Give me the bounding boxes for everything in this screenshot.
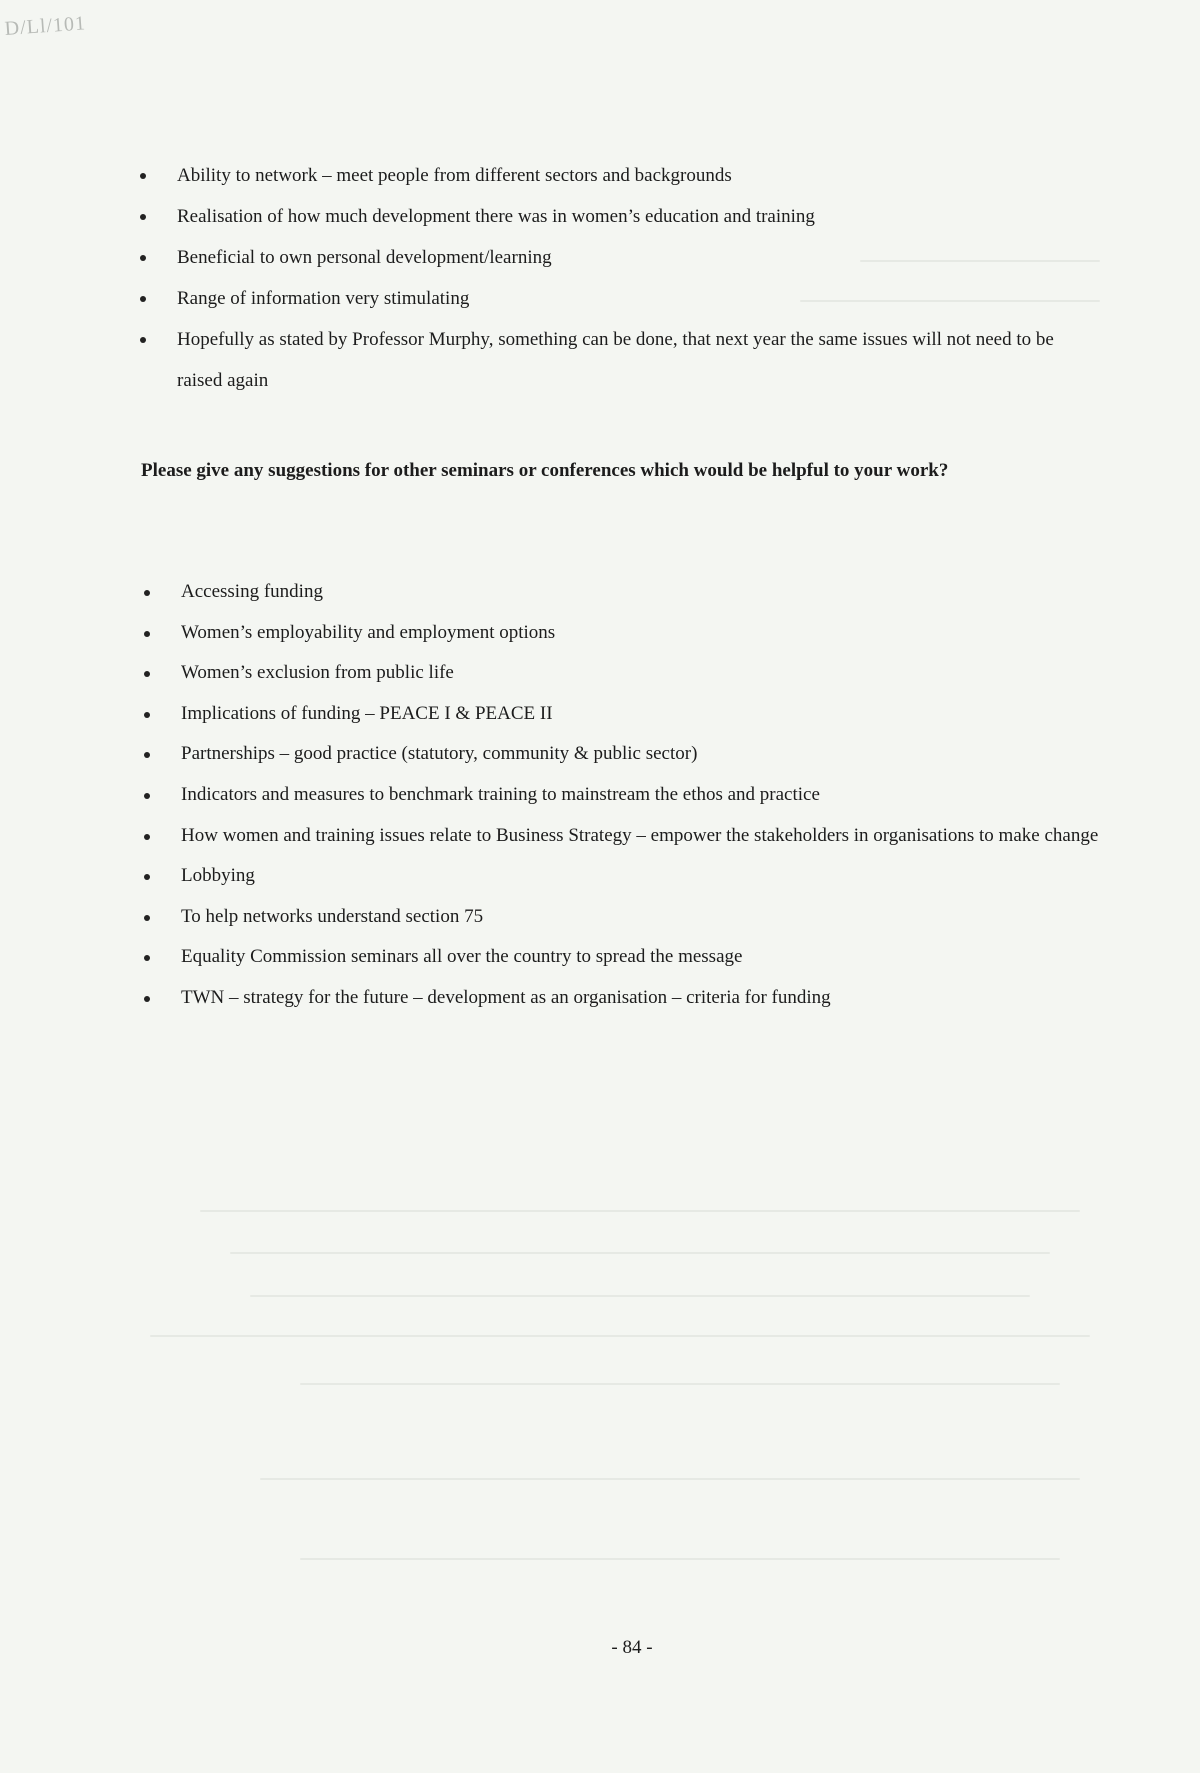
list-item — [0, 319, 1200, 401]
list-item — [0, 613, 1200, 654]
bullet-icon — [140, 173, 146, 179]
show-through-line — [230, 1252, 1050, 1254]
bullet-icon — [144, 996, 150, 1002]
list-item-text: Range of information very stimulating — [177, 288, 470, 309]
list-item-text: TWN – strategy for the future – development as an organisation – criteria for funding — [181, 986, 831, 1008]
list-item — [0, 196, 1200, 237]
list-item-text: How women and training issues relate to Business Strategy – empower the stakeholders in organisations to make change — [181, 824, 1099, 846]
show-through-line — [150, 1335, 1090, 1337]
bullet-icon — [140, 214, 146, 220]
list-item-text: Hopefully as stated by Professor Murphy, something can be done, that next year the same issues will not need to be raised again — [177, 329, 1054, 391]
list-item-text: Ability to network – meet people from different sectors and backgrounds — [177, 165, 732, 186]
archive-reference-mark: D/Ll/101 — [4, 12, 87, 40]
list-item — [0, 856, 1200, 897]
list-item-text: Equality Commission seminars all over the country to spread the message — [181, 946, 743, 968]
list-item — [0, 937, 1200, 978]
bullet-icon — [144, 631, 150, 637]
list-item-text: Partnerships – good practice (statutory, community & public sector) — [181, 743, 698, 765]
show-through-line — [250, 1295, 1030, 1297]
show-through-line — [260, 1478, 1080, 1480]
list-item-text: Lobbying — [181, 865, 255, 887]
list-item — [0, 237, 1200, 278]
list-item — [0, 978, 1200, 1019]
suggestions-question-heading: Please give any suggestions for other seminars or conferences which would be helpful to your work? — [141, 460, 949, 481]
bullet-icon — [144, 590, 150, 596]
bullet-icon — [144, 752, 150, 758]
show-through-line — [200, 1210, 1080, 1212]
bullet-icon — [144, 834, 150, 840]
bullet-icon — [140, 255, 146, 261]
suggestions-list — [0, 572, 1200, 1019]
list-item — [0, 775, 1200, 816]
bullet-icon — [144, 915, 150, 921]
list-item-text: To help networks understand section 75 — [181, 905, 484, 927]
list-item — [0, 653, 1200, 694]
bullet-icon — [144, 955, 150, 961]
list-item-text: Beneficial to own personal development/learning — [177, 247, 552, 268]
show-through-line — [300, 1558, 1060, 1560]
bullet-icon — [140, 296, 146, 302]
list-item — [0, 278, 1200, 319]
list-item — [0, 897, 1200, 938]
list-item-text: Women’s exclusion from public life — [181, 662, 454, 684]
list-item — [0, 734, 1200, 775]
list-item — [0, 816, 1200, 857]
list-item — [0, 155, 1200, 196]
show-through-line — [300, 1383, 1060, 1385]
suggestions-list-section — [0, 572, 1200, 1019]
benefits-list — [0, 155, 1200, 401]
benefits-list-section — [0, 155, 1200, 401]
list-item-text: Women’s employability and employment options — [181, 621, 556, 643]
bullet-icon — [144, 712, 150, 718]
list-item-text: Accessing funding — [181, 581, 323, 602]
list-item-text: Realisation of how much development there was in women’s education and training — [177, 206, 815, 227]
bullet-icon — [140, 337, 146, 343]
bullet-icon — [144, 874, 150, 880]
bullet-icon — [144, 671, 150, 677]
page-number: - 84 - — [611, 1637, 653, 1658]
bullet-icon — [144, 793, 150, 799]
list-item-text: Implications of funding – PEACE I & PEACE II — [181, 702, 553, 724]
list-item-text: Indicators and measures to benchmark training to mainstream the ethos and practice — [181, 783, 820, 805]
list-item — [0, 572, 1200, 613]
list-item — [0, 694, 1200, 735]
